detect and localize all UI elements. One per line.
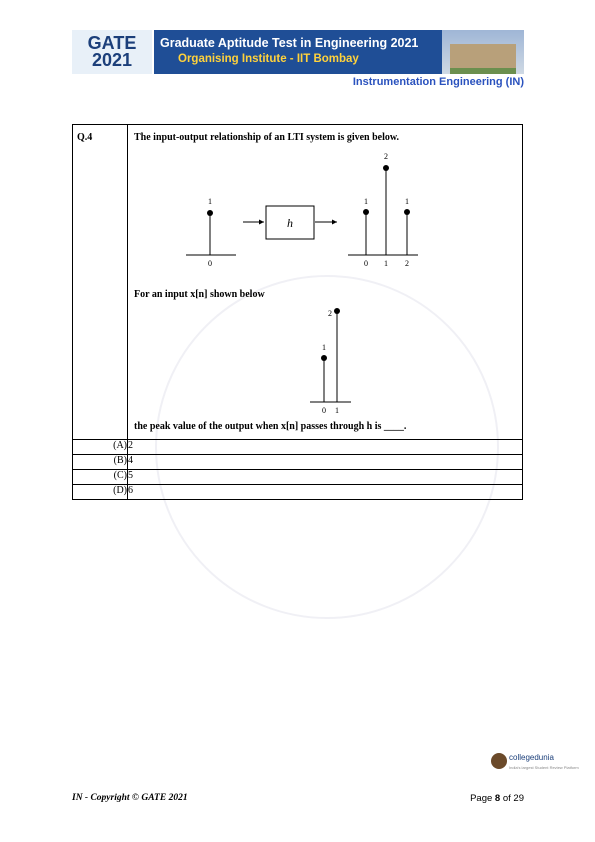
system-label: h <box>287 216 293 230</box>
option-label: (A) <box>73 440 128 455</box>
x-n-label-0: 0 <box>322 406 326 415</box>
option-value[interactable]: 6 <box>128 485 523 500</box>
page-prefix: Page <box>470 793 495 804</box>
option-row <box>73 470 523 485</box>
page-header <box>72 30 524 76</box>
input-dot <box>207 210 213 216</box>
option-label: (C) <box>73 470 128 485</box>
logo-bottom-text: 2021 <box>91 50 133 70</box>
output-amp-label-1: 2 <box>384 152 388 161</box>
question-number: Q.4 <box>77 132 93 143</box>
output-amp-label-0: 1 <box>364 197 368 206</box>
question-table <box>72 124 523 500</box>
brand-tagline: India's largest Student Review Platform <box>509 765 579 770</box>
output-n-label-2: 2 <box>405 259 409 268</box>
header-title: Graduate Aptitude Test in Engineering 2021 <box>160 36 419 50</box>
header-banner <box>154 30 524 74</box>
x-n-label-1: 1 <box>335 406 339 415</box>
output-dot-2 <box>404 209 410 215</box>
option-row <box>73 485 523 500</box>
x-amp-label-1: 2 <box>328 309 332 318</box>
question-row <box>73 125 523 440</box>
arrow-in-head <box>259 220 264 225</box>
question-body-cell <box>128 125 523 440</box>
arrow-out-head <box>332 220 337 225</box>
footer-copyright: IN - Copyright © GATE 2021 <box>72 793 188 803</box>
input-amp-label: 1 <box>208 197 212 206</box>
header-subtitle: Organising Institute - IIT Bombay <box>178 53 359 65</box>
output-dot-1 <box>383 165 389 171</box>
output-n-label-1: 1 <box>384 259 388 268</box>
input-description: For an input x[n] shown below <box>134 289 265 300</box>
question-number-cell <box>73 125 128 440</box>
question-stem: The input-output relationship of an LTI system is given below. <box>134 132 400 143</box>
input-n-label: 0 <box>208 259 212 268</box>
output-amp-label-2: 1 <box>405 197 409 206</box>
option-value[interactable]: 4 <box>128 455 523 470</box>
logo-top-text: GATE <box>87 33 137 53</box>
institute-building-image <box>442 30 524 74</box>
brand-name: collegedunia <box>509 753 554 762</box>
option-row <box>73 455 523 470</box>
option-row <box>73 440 523 455</box>
footer-page-number <box>470 793 524 804</box>
question-body <box>128 125 522 439</box>
option-label: (B) <box>73 455 128 470</box>
page-current: 8 <box>494 793 501 804</box>
page-suffix: of 29 <box>500 793 524 804</box>
option-value[interactable]: 2 <box>128 440 523 455</box>
x-dot-0 <box>321 355 327 361</box>
x-amp-label-0: 1 <box>322 343 326 352</box>
question-prompt: the peak value of the output when x[n] passes through h is ____. <box>134 421 407 432</box>
output-n-label-0: 0 <box>364 259 368 268</box>
option-value[interactable]: 5 <box>128 470 523 485</box>
mascot-icon <box>491 753 507 769</box>
subject-title: Instrumentation Engineering (IN) <box>352 76 524 88</box>
option-label: (D) <box>73 485 128 500</box>
output-dot-0 <box>363 209 369 215</box>
x-dot-1 <box>334 308 340 314</box>
gate-logo <box>72 30 152 74</box>
figure <box>128 125 524 439</box>
collegedunia-logo <box>491 751 579 777</box>
